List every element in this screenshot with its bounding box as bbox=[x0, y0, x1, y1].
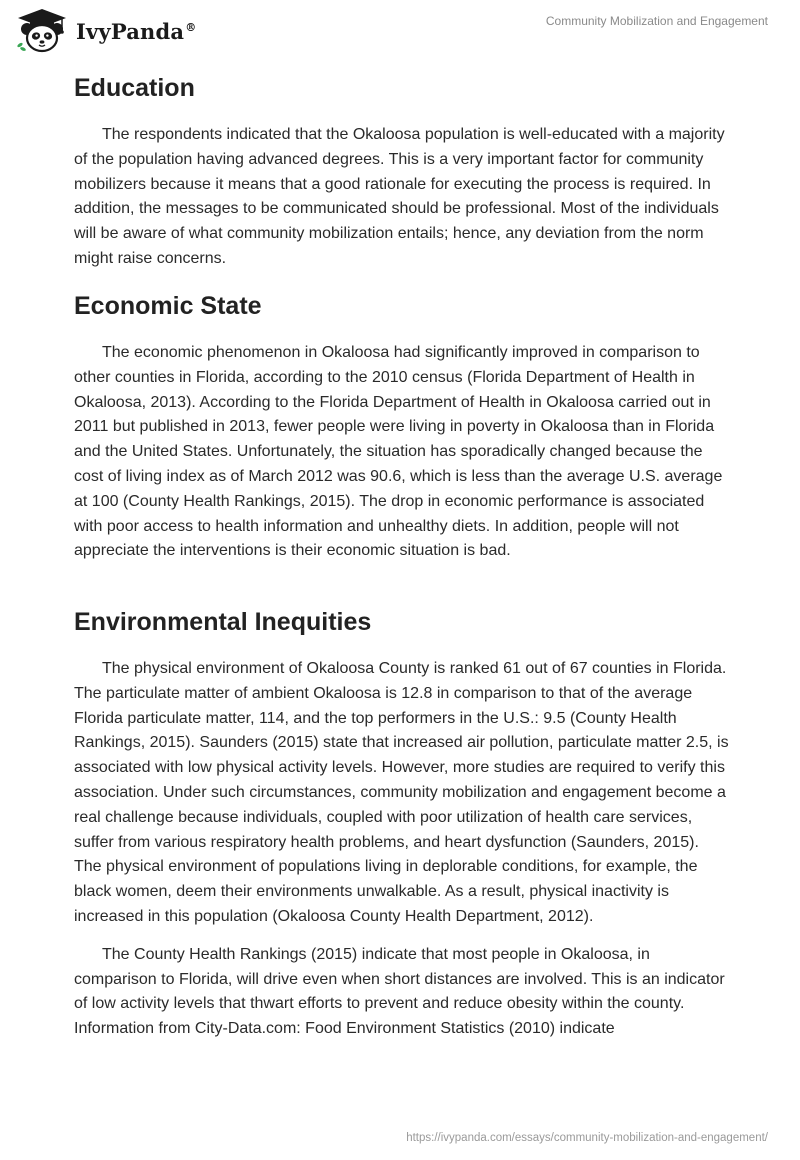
ivypanda-logo[interactable] bbox=[14, 7, 196, 53]
panda-icon bbox=[14, 7, 70, 53]
section-heading: Education bbox=[74, 74, 195, 102]
section-education bbox=[74, 70, 730, 272]
paragraph: The physical environment of Okaloosa County is ranked 61 out of 67 counties in Florida. The particulate matter of ambient Okaloosa is 12.8 in comparison to that of the average Florida particulate matter, 114, and the top performers in the U.S.: 9.5 (County Health Rankings, 2015). Saunders (2015) state that increased air pollution, particulate matter 2.5, is associated with low physical activity levels. However, more studies are required to verify this association. Under such circumstances, community mobilization and engagement become a real challenge because individuals, coupled with poor utilization of health care services, suffer from various respiratory health problems, and heart dysfunction (Saunders, 2015). The physical environment of populations living in deplorable conditions, for example, the black women, deem their environments unwalkable. As a result, physical inactivity is increased in this population (Okaloosa County Health Department, 2012). bbox=[74, 660, 729, 925]
paragraph: The County Health Rankings (2015) indicate that most people in Okaloosa, in comparison to Florida, will drive even when short distances are involved. This is an indicator of low activity levels that thwart efforts to prevent and reduce obesity within the county. Information from City-Data.com: Food Environment Statistics (2010) indicate bbox=[74, 945, 725, 1038]
source-url[interactable]: https://ivypanda.com/essays/community-mobilization-and-engagement/ bbox=[406, 1132, 768, 1144]
section-environmental-inequities bbox=[74, 604, 730, 1042]
running-title: Community Mobilization and Engagement bbox=[545, 14, 768, 28]
paragraph: The economic phenomenon in Okaloosa had significantly improved in comparison to other counties in Florida, according to the 2010 census (Florida Department of Health in Okaloosa, 2013). According to the Florida Department of Health in Okaloosa carried out in 2011 but published in 2013, fewer people were living in poverty in Okaloosa than in Florida and the United States. Unfortunately, the situation has sporadically changed because the cost of living index as of March 2012 was 90.6, which is less than the average U.S. average at 100 (County Health Rankings, 2015). The drop in economic performance is associated with poor access to health information and unhealthy diets. In addition, people will not appreciate the interventions is their economic situation is bad. bbox=[74, 344, 723, 560]
section-heading: Environmental Inequities bbox=[74, 608, 372, 636]
section-heading: Economic State bbox=[74, 292, 262, 320]
brand-name: IvyPanda® bbox=[76, 18, 197, 44]
section-economic-state bbox=[74, 288, 730, 564]
page-header bbox=[0, 0, 800, 70]
paragraph: The respondents indicated that the Okaloosa population is well-educated with a majority of the population having advanced degrees. This is a very important factor for community mobilizers because it means that a good rationale for executing the process is required. In addition, the messages to be communicated should be professional. Most of the individuals will be aware of what community mobilization entails; hence, any deviation from the norm might raise concerns. bbox=[74, 126, 725, 267]
